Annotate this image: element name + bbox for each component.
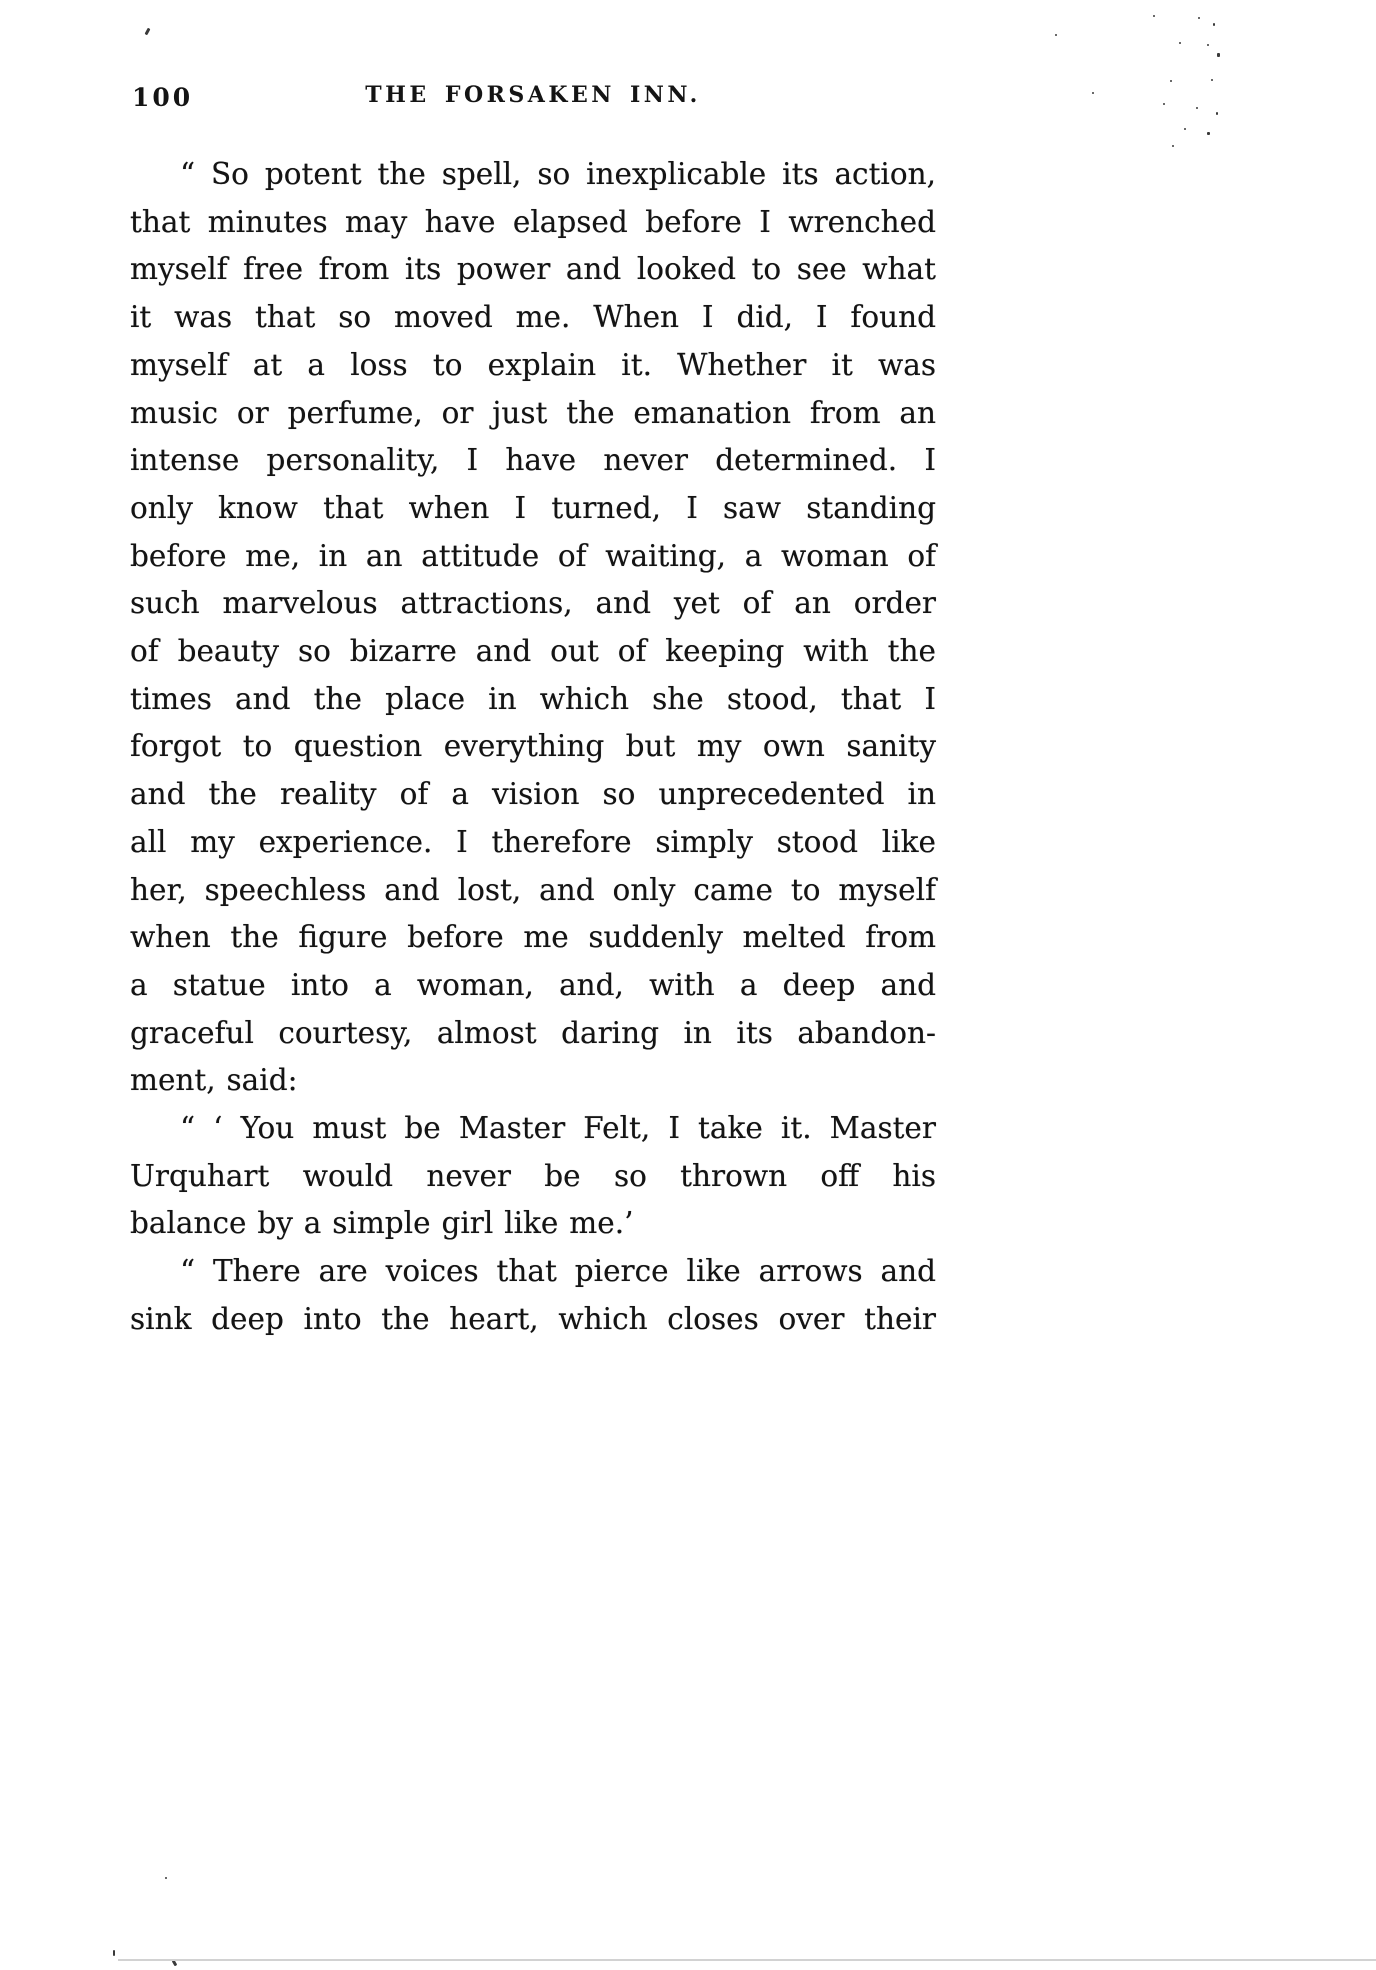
text-line: Urquhart would never be so thrown off his <box>130 1158 936 1193</box>
text-line: before me, in an attitude of waiting, a woman of <box>130 538 936 573</box>
page-header <box>130 82 936 112</box>
text-line: myself at a loss to explain it. Whether it was <box>130 347 936 382</box>
text-line: myself free from its power and looked to see what <box>130 252 936 287</box>
scan-speck <box>165 1877 167 1879</box>
text-line: times and the place in which she stood, that I <box>130 681 936 716</box>
text-line: “ ‘ You must be Master Felt, I take it. Master <box>180 1111 936 1146</box>
text-line: and the reality of a vision so unprecedented in <box>130 777 936 812</box>
text-line: forgot to question everything but my own sanity <box>130 729 936 764</box>
scan-speck <box>1216 112 1218 115</box>
scan-speck <box>1172 145 1174 147</box>
text-line: such marvelous attractions, and yet of an order <box>130 586 936 621</box>
scan-speck <box>1213 23 1215 26</box>
scan-speck <box>1211 79 1213 81</box>
text-line: her, speechless and lost, and only came to myself <box>130 872 936 907</box>
text-line: ment, said: <box>130 1063 298 1098</box>
scan-speck <box>1179 42 1181 44</box>
text-line: all my experience. I therefore simply stood like <box>130 824 936 859</box>
scan-speck <box>1207 132 1210 135</box>
text-line: it was that so moved me. When I did, I found <box>130 300 936 335</box>
body-text <box>130 151 936 1344</box>
scan-speck <box>1055 34 1057 36</box>
scan-speck <box>1217 53 1220 57</box>
text-line: “ So potent the spell, so inexplicable its action, <box>180 157 936 191</box>
text-line: graceful courtesy, almost daring in its abandon- <box>130 1015 936 1050</box>
scan-speck <box>113 1950 115 1956</box>
text-line: of beauty so bizarre and out of keeping with the <box>130 634 936 669</box>
scan-speck <box>1092 92 1094 94</box>
scan-speck <box>1184 128 1186 130</box>
running-head: THE FORSAKEN INN. <box>365 82 701 108</box>
text-line: balance by a simple girl like me.’ <box>130 1206 634 1241</box>
scan-speck <box>1163 103 1165 105</box>
text-line: music or perfume, or just the emanation from an <box>130 395 936 430</box>
scan-speck <box>1198 17 1200 19</box>
scan-speck <box>1207 44 1209 46</box>
text-line: sink deep into the heart, which closes over their <box>130 1301 936 1336</box>
scan-speck <box>1153 15 1155 17</box>
text-line: when the figure before me suddenly melted from <box>130 920 936 955</box>
page-bottom-rule <box>118 1959 1376 1961</box>
scan-speck <box>1170 80 1172 82</box>
text-line: a statue into a woman, and, with a deep and <box>130 967 936 1002</box>
text-line: only know that when I turned, I saw standing <box>130 490 936 525</box>
scan-speck <box>145 28 151 36</box>
text-line: that minutes may have elapsed before I wrenched <box>130 204 936 239</box>
text-line: intense personality, I have never determined. I <box>130 443 936 478</box>
page-number: 100 <box>132 83 194 112</box>
text-line: “ There are voices that pierce like arrows and <box>180 1254 936 1289</box>
scan-speck <box>1196 107 1198 109</box>
